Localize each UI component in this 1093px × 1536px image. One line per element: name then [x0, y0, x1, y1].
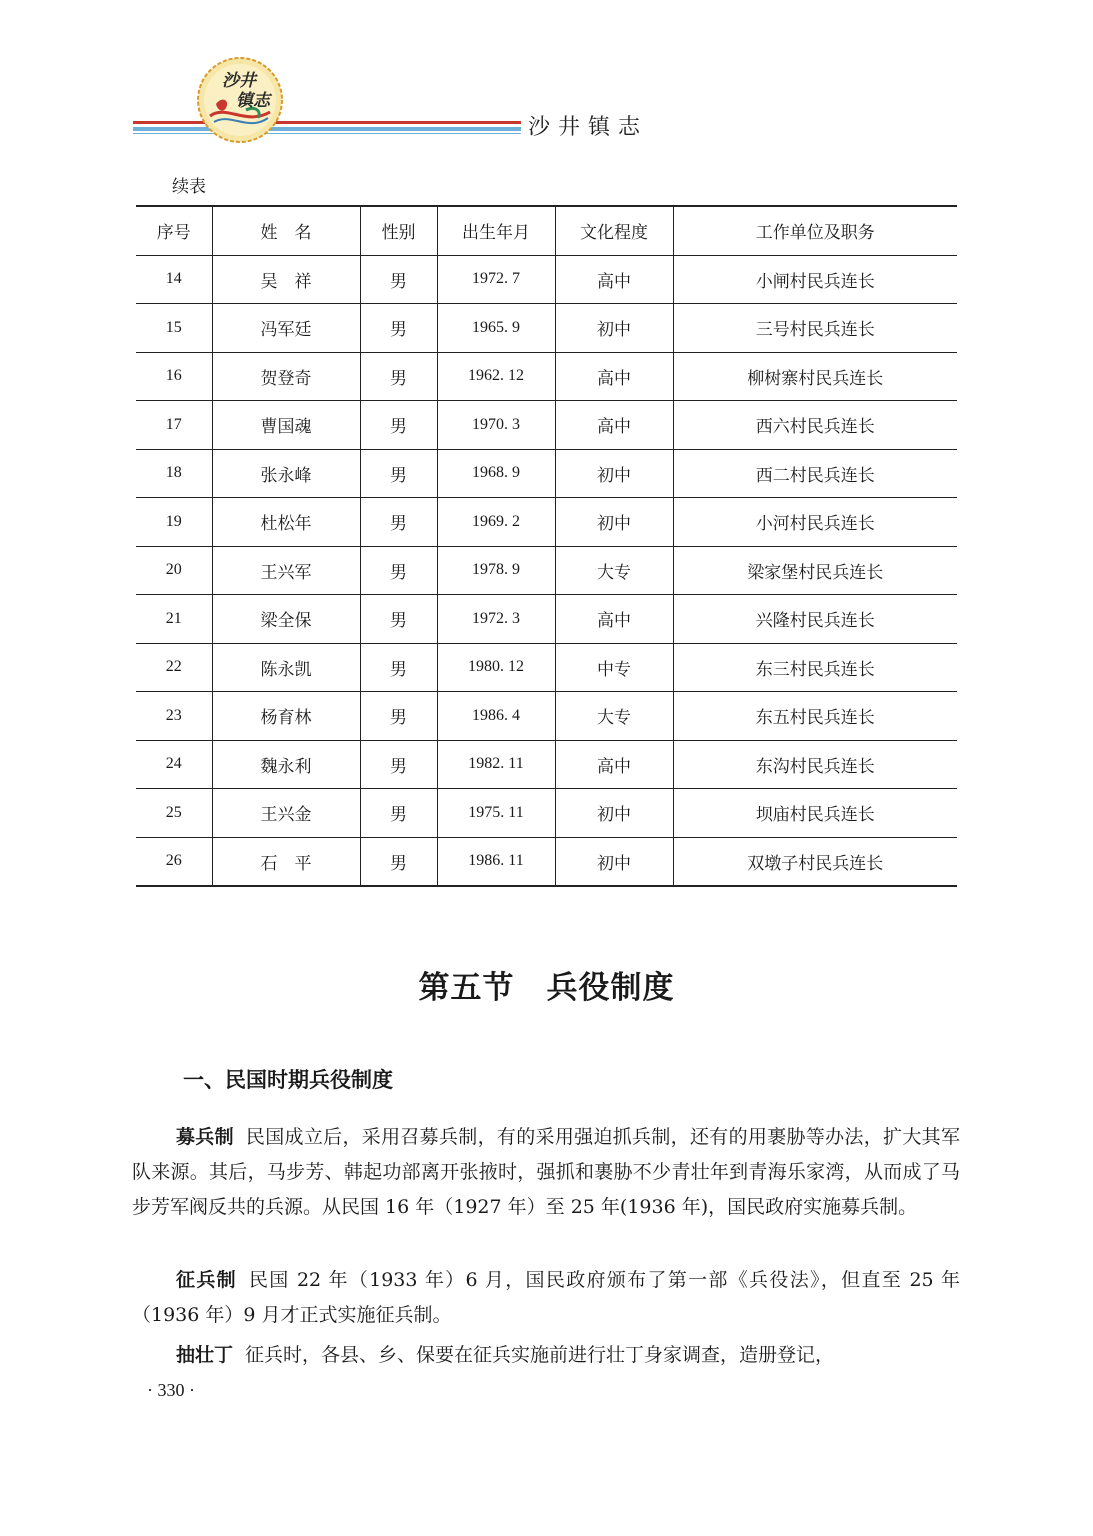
table-row [136, 255, 957, 304]
cell-name: 曹国魂 [212, 401, 360, 450]
cell-index: 26 [136, 837, 212, 886]
cell-education: 中专 [555, 643, 673, 692]
cell-position: 坝庙村民兵连长 [673, 789, 957, 838]
cell-gender: 男 [360, 304, 437, 353]
cell-name: 杜松年 [212, 498, 360, 547]
cell-education: 初中 [555, 498, 673, 547]
cell-name: 贺登奇 [212, 352, 360, 401]
table-row [136, 498, 957, 547]
paragraph-text: 民国成立后，采用召募兵制，有的采用强迫抓兵制，还有的用裹胁等办法，扩大其军队来源。其后，马步芳、韩起功部离开张掖时，强抓和裹胁不少青壮年到青海乐家湾，从而成了马步芳军阀反共的兵源。从民国 16 年（1927 年）至 25 年(1936 年)，国民政府实施募兵制。 [132, 1126, 960, 1218]
militia-roster-table [136, 205, 957, 887]
running-header-title: 沙井镇志 [528, 115, 649, 140]
cell-education: 高中 [555, 740, 673, 789]
cell-education: 高中 [555, 595, 673, 644]
cell-education: 高中 [555, 401, 673, 450]
col-header-birth: 出生年月 [437, 206, 555, 255]
cell-gender: 男 [360, 498, 437, 547]
cell-education: 大专 [555, 546, 673, 595]
cell-name: 梁全保 [212, 595, 360, 644]
table-row [136, 304, 957, 353]
cell-position: 梁家堡村民兵连长 [673, 546, 957, 595]
cell-index: 23 [136, 692, 212, 741]
cell-birth: 1975. 11 [437, 789, 555, 838]
cell-index: 20 [136, 546, 212, 595]
table-row [136, 789, 957, 838]
cell-position: 西六村民兵连长 [673, 401, 957, 450]
page-number: · 330 · [147, 1380, 195, 1400]
cell-birth: 1986. 11 [437, 837, 555, 886]
cell-gender: 男 [360, 401, 437, 450]
cell-birth: 1980. 12 [437, 643, 555, 692]
col-header-gender: 性别 [360, 206, 437, 255]
header-rule-blue-thin [133, 133, 521, 134]
cell-index: 15 [136, 304, 212, 353]
table-caption: 续表 [172, 177, 206, 197]
cell-birth: 1972. 7 [437, 255, 555, 304]
cell-gender: 男 [360, 352, 437, 401]
header-rule-blue [133, 127, 521, 131]
table-row [136, 643, 957, 692]
cell-position: 东三村民兵连长 [673, 643, 957, 692]
cell-gender: 男 [360, 692, 437, 741]
cell-position: 小河村民兵连长 [673, 498, 957, 547]
col-header-index: 序号 [136, 206, 212, 255]
cell-birth: 1982. 11 [437, 740, 555, 789]
cell-gender: 男 [360, 255, 437, 304]
cell-education: 初中 [555, 789, 673, 838]
cell-index: 21 [136, 595, 212, 644]
cell-education: 大专 [555, 692, 673, 741]
cell-gender: 男 [360, 837, 437, 886]
cell-gender: 男 [360, 546, 437, 595]
section-title: 第五节 兵役制度 [418, 970, 675, 1006]
cell-name: 魏永利 [212, 740, 360, 789]
cell-education: 高中 [555, 352, 673, 401]
cell-index: 18 [136, 449, 212, 498]
page-header [0, 0, 1093, 150]
cell-gender: 男 [360, 643, 437, 692]
cell-birth: 1969. 2 [437, 498, 555, 547]
col-header-position: 工作单位及职务 [673, 206, 957, 255]
header-rule-red [133, 121, 521, 124]
cell-education: 高中 [555, 255, 673, 304]
logo-text-line1: 沙井 [222, 71, 256, 91]
col-header-name: 姓 名 [212, 206, 360, 255]
cell-education: 初中 [555, 837, 673, 886]
cell-name: 陈永凯 [212, 643, 360, 692]
cell-position: 小闸村民兵连长 [673, 255, 957, 304]
paragraph-term: 抽壮丁 [176, 1344, 234, 1366]
table-row [136, 449, 957, 498]
cell-education: 初中 [555, 449, 673, 498]
cell-name: 冯军廷 [212, 304, 360, 353]
cell-index: 24 [136, 740, 212, 789]
cell-position: 柳树寨村民兵连长 [673, 352, 957, 401]
cell-gender: 男 [360, 449, 437, 498]
cell-index: 16 [136, 352, 212, 401]
cell-position: 东五村民兵连长 [673, 692, 957, 741]
cell-education: 初中 [555, 304, 673, 353]
paragraph-text: 征兵时，各县、乡、保要在征兵实施前进行壮丁身家调查，造册登记， [245, 1344, 835, 1366]
paragraph-term: 募兵制 [176, 1126, 234, 1148]
subsection-heading: 一、民国时期兵役制度 [183, 1068, 393, 1092]
paragraph-conscription [132, 1263, 960, 1333]
cell-name: 杨育林 [212, 692, 360, 741]
cell-position: 西二村民兵连长 [673, 449, 957, 498]
cell-name: 王兴军 [212, 546, 360, 595]
logo-text-line2: 镇志 [236, 91, 270, 111]
table-row [136, 740, 957, 789]
paragraph-draft [132, 1338, 960, 1373]
cell-name: 吴 祥 [212, 255, 360, 304]
paragraph-text: 民国 22 年（1933 年）6 月，国民政府颁布了第一部《兵役法》，但直至 25 年（1936 年）9 月才正式实施征兵制。 [132, 1269, 960, 1326]
cell-birth: 1968. 9 [437, 449, 555, 498]
table-row [136, 401, 957, 450]
cell-name: 王兴金 [212, 789, 360, 838]
cell-position: 双墩子村民兵连长 [673, 837, 957, 886]
cell-birth: 1970. 3 [437, 401, 555, 450]
cell-name: 张永峰 [212, 449, 360, 498]
cell-birth: 1962. 12 [437, 352, 555, 401]
cell-gender: 男 [360, 740, 437, 789]
cell-birth: 1965. 9 [437, 304, 555, 353]
table-header-row [136, 206, 957, 255]
paragraph-term: 征兵制 [176, 1269, 237, 1291]
cell-name: 石 平 [212, 837, 360, 886]
table-row [136, 595, 957, 644]
table-row [136, 837, 957, 886]
col-header-education: 文化程度 [555, 206, 673, 255]
cell-gender: 男 [360, 789, 437, 838]
cell-index: 19 [136, 498, 212, 547]
cell-index: 14 [136, 255, 212, 304]
cell-position: 三号村民兵连长 [673, 304, 957, 353]
cell-birth: 1972. 3 [437, 595, 555, 644]
cell-birth: 1986. 4 [437, 692, 555, 741]
cell-index: 22 [136, 643, 212, 692]
cell-birth: 1978. 9 [437, 546, 555, 595]
table-row [136, 692, 957, 741]
cell-index: 25 [136, 789, 212, 838]
cell-gender: 男 [360, 595, 437, 644]
table-row [136, 546, 957, 595]
table-body [136, 255, 957, 886]
paragraph-recruitment [132, 1120, 960, 1225]
cell-position: 东沟村民兵连长 [673, 740, 957, 789]
table-row [136, 352, 957, 401]
cell-position: 兴隆村民兵连长 [673, 595, 957, 644]
cell-index: 17 [136, 401, 212, 450]
